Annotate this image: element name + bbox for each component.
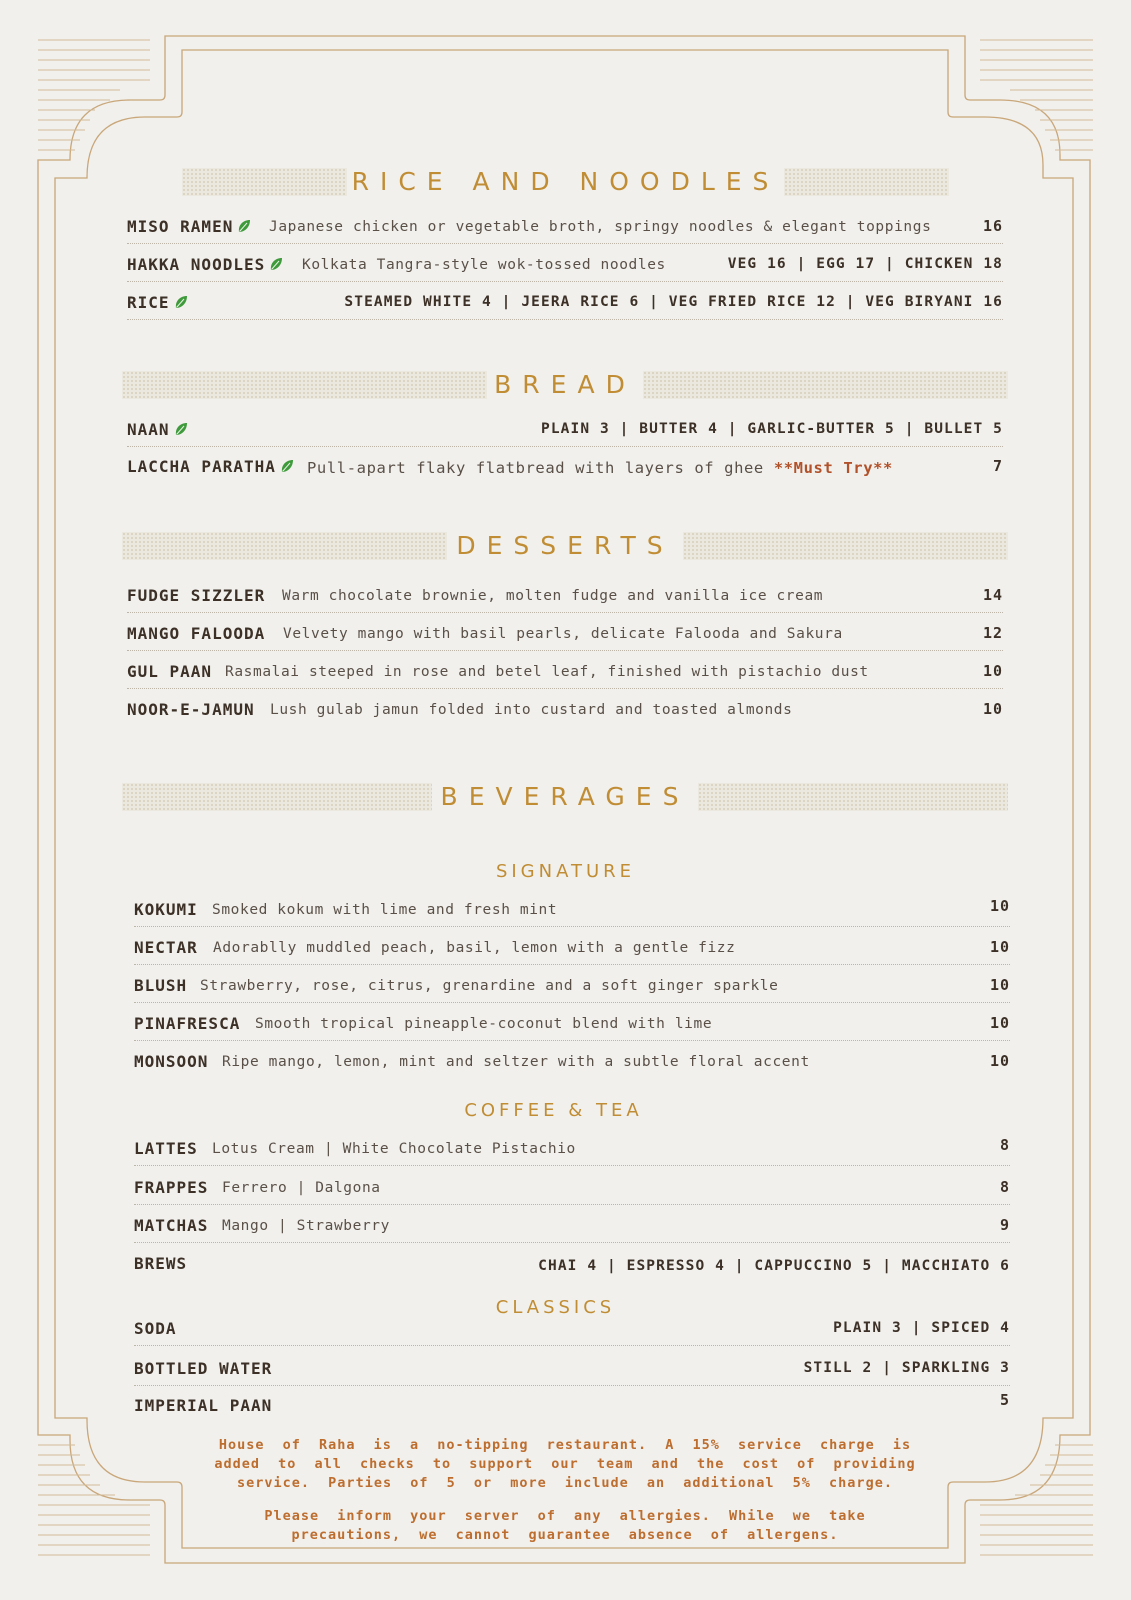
- item-price: 12: [982, 624, 1003, 642]
- menu-item-brews: [134, 1251, 1010, 1281]
- subsection-title-coffee-tea: COFFEE & TEA: [464, 1100, 643, 1121]
- item-price: 8: [999, 1178, 1010, 1196]
- item-description: Rasmalai steeped in rose and betel leaf, finished with pistachio dust: [225, 664, 869, 680]
- item-description: Ferrero | Dalgona: [222, 1180, 381, 1196]
- menu-item-fudge-sizzler: [127, 583, 1003, 613]
- item-name: MONSOON: [134, 1052, 209, 1071]
- item-name: BLUSH: [134, 976, 188, 995]
- item-options: STILL 2 | SPARKLING 3: [803, 1360, 1010, 1376]
- item-price: 10: [989, 897, 1010, 915]
- section-title: RICE AND NOODLES: [351, 167, 780, 196]
- item-description: Adorablly muddled peach, basil, lemon with a gentle fizz: [213, 940, 736, 956]
- item-price: 10: [982, 662, 1003, 680]
- item-description: Pull-apart flaky flatbread with layers of ghee **Must Try**: [307, 459, 893, 477]
- item-name: KOKUMI: [134, 900, 198, 919]
- must-try-highlight: **Must Try**: [773, 459, 893, 477]
- item-description: Strawberry, rose, citrus, grenardine and a soft ginger sparkle: [200, 978, 779, 994]
- item-name: LACCHA PARATHA: [127, 457, 294, 476]
- item-description: Smooth tropical pineapple-coconut blend with lime: [255, 1016, 713, 1032]
- menu-item-imperial-paan: [134, 1393, 1010, 1423]
- item-description: Ripe mango, lemon, mint and seltzer with a subtle floral accent: [222, 1054, 810, 1070]
- item-price: 8: [999, 1136, 1010, 1154]
- vegetarian-leaf-icon: [174, 422, 188, 436]
- item-options: PLAIN 3 | BUTTER 4 | GARLIC-BUTTER 5 | BULLET 5: [541, 421, 1003, 437]
- item-price: 9: [999, 1216, 1010, 1234]
- item-description: Lotus Cream | White Chocolate Pistachio: [212, 1141, 576, 1157]
- menu-item-soda: [134, 1316, 1010, 1346]
- menu-item-bottled-water: [134, 1356, 1010, 1386]
- item-name: GUL PAAN: [127, 662, 213, 681]
- menu-item-laccha-paratha: [127, 454, 1003, 484]
- menu-item-kokumi: [134, 897, 1010, 927]
- vegetarian-leaf-icon: [280, 459, 294, 473]
- menu-item-hakka-noodles: [127, 252, 1003, 282]
- item-options: VEG 16 | EGG 17 | CHICKEN 18: [727, 256, 1003, 272]
- vegetarian-leaf-icon: [269, 257, 283, 271]
- section-heading-bread: [122, 369, 1008, 401]
- item-description: Kolkata Tangra-style wok-tossed noodles: [302, 257, 666, 273]
- item-price: 10: [989, 938, 1010, 956]
- section-title: BREAD: [494, 370, 636, 399]
- item-name: LATTES: [134, 1139, 198, 1158]
- item-options: CHAI 4 | ESPRESSO 4 | CAPPUCCINO 5 | MACCHIATO 6: [538, 1258, 1010, 1274]
- item-description: Velvety mango with basil pearls, delicate Falooda and Sakura: [283, 626, 843, 642]
- item-description: Japanese chicken or vegetable broth, springy noodles & elegant toppings: [269, 219, 932, 235]
- subsection-title-classics: CLASSICS: [495, 1297, 616, 1318]
- item-name: PINAFRESCA: [134, 1014, 241, 1033]
- menu-item-rice: [127, 290, 1003, 320]
- vegetarian-leaf-icon: [174, 295, 188, 309]
- menu-item-miso-ramen: [127, 214, 1003, 244]
- item-name: RICE: [127, 293, 188, 312]
- menu-item-gul-paan: [127, 659, 1003, 689]
- menu-item-blush: [134, 973, 1010, 1003]
- item-name: NECTAR: [134, 938, 198, 957]
- item-price: 10: [989, 1052, 1010, 1070]
- item-description: Lush gulab jamun folded into custard and toasted almonds: [270, 702, 793, 718]
- item-options: STEAMED WHITE 4 | JEERA RICE 6 | VEG FRIED RICE 12 | VEG BIRYANI 16: [344, 294, 1003, 310]
- item-price: 16: [982, 217, 1003, 235]
- menu-item-noor-e-jamun: [127, 697, 1003, 727]
- item-name: HAKKA NOODLES: [127, 255, 283, 274]
- menu-item-pinafresca: [134, 1011, 1010, 1041]
- item-price: 7: [992, 457, 1003, 475]
- vegetarian-leaf-icon: [237, 219, 251, 233]
- item-description: Warm chocolate brownie, molten fudge and vanilla ice cream: [282, 588, 824, 604]
- item-name: IMPERIAL PAAN: [134, 1396, 273, 1415]
- menu-item-frappes: [134, 1175, 1010, 1205]
- section-heading-beverages: [122, 781, 1008, 813]
- item-name: BREWS: [134, 1254, 188, 1273]
- item-name: FRAPPES: [134, 1178, 209, 1197]
- section-heading-desserts: [122, 530, 1008, 562]
- menu-item-lattes: [134, 1136, 1010, 1166]
- section-heading-rice: [182, 166, 949, 198]
- allergy-note: Please inform your server of any allergies. While we take precautions, we cannot guarantee absence of allergens.: [264, 1508, 866, 1543]
- item-name: FUDGE SIZZLER: [127, 586, 266, 605]
- item-name: MISO RAMEN: [127, 217, 251, 236]
- item-price: 10: [989, 976, 1010, 994]
- menu-item-naan: [127, 417, 1003, 447]
- item-name: SODA: [134, 1319, 177, 1338]
- item-price: 10: [982, 700, 1003, 718]
- section-title: BEVERAGES: [440, 782, 690, 811]
- item-description: Mango | Strawberry: [222, 1218, 390, 1234]
- item-name: MATCHAS: [134, 1216, 209, 1235]
- menu-item-mango-falooda: [127, 621, 1003, 651]
- item-name: BOTTLED WATER: [134, 1359, 273, 1378]
- item-name: NOOR-E-JAMUN: [127, 700, 255, 719]
- item-options: PLAIN 3 | SPICED 4: [833, 1320, 1010, 1336]
- subsection-title-signature: SIGNATURE: [495, 861, 636, 882]
- menu-item-matchas: [134, 1213, 1010, 1243]
- item-name: MANGO FALOODA: [127, 624, 266, 643]
- item-price: 10: [989, 1014, 1010, 1032]
- menu-item-nectar: [134, 935, 1010, 965]
- item-description: Smoked kokum with lime and fresh mint: [212, 902, 558, 918]
- service-charge-note: House of Raha is a no-tipping restaurant. A 15% service charge is added to all checks to support our team and the cost of providing service. Parties of 5 or more include an additional 5% charge.: [214, 1437, 916, 1491]
- menu-item-monsoon: [134, 1049, 1010, 1079]
- section-title: DESSERTS: [456, 531, 674, 560]
- item-price: 5: [999, 1391, 1010, 1409]
- item-name: NAAN: [127, 420, 188, 439]
- item-price: 14: [982, 586, 1003, 604]
